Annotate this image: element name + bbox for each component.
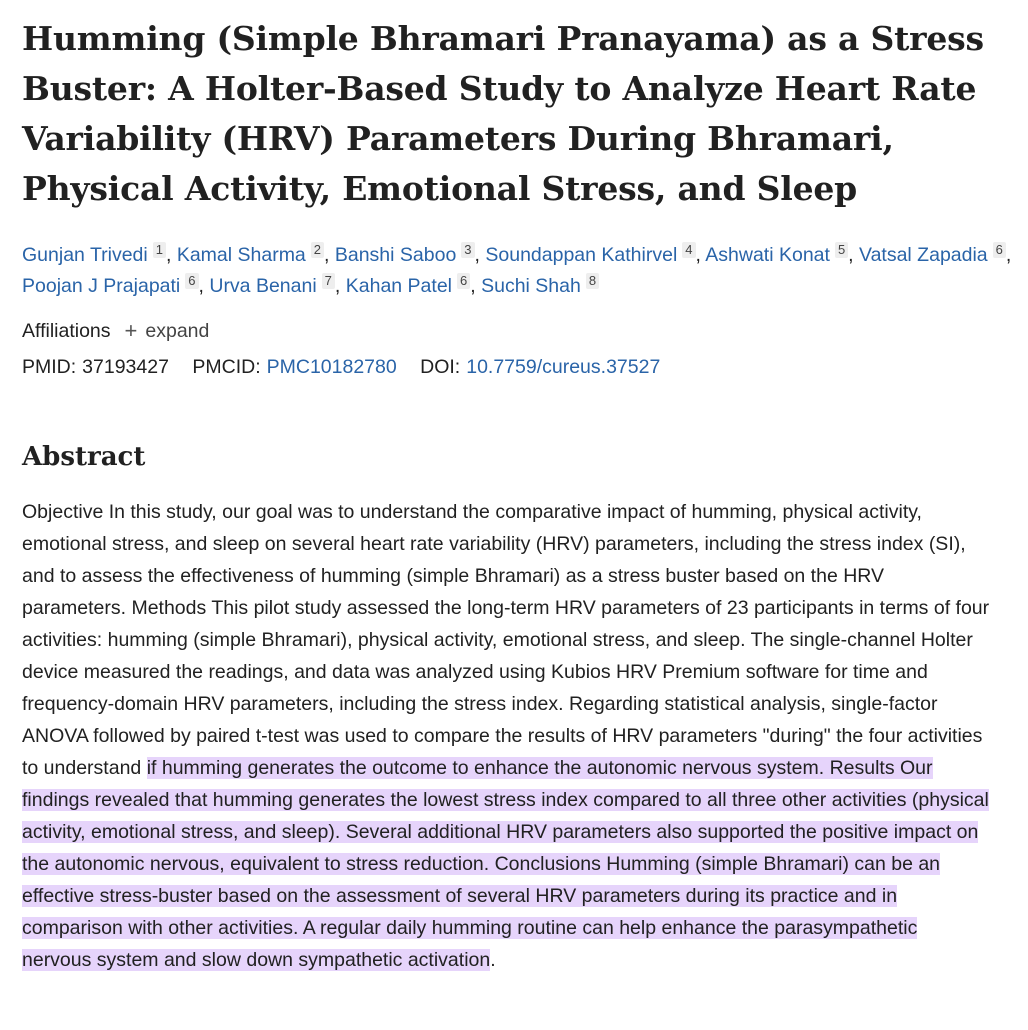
pmcid-label: PMCID: [192,356,261,378]
affiliation-ref[interactable]: 7 [322,273,335,289]
author-separator: , [324,244,330,266]
author-link[interactable]: Banshi Saboo [334,244,457,266]
affiliations-row [22,318,1012,344]
author-item [177,244,330,266]
abstract-text [22,496,992,976]
abstract-end-text: . [490,949,496,971]
author-separator: , [695,244,701,266]
expand-affiliations-button[interactable] [125,318,210,344]
pmcid-link[interactable]: PMC10182780 [266,356,397,378]
author-list [22,240,1012,302]
article-title: Humming (Simple Bhramari Pranayama) as a Stress Buster: A Holter-Based Study to Analyze Heart Rate Variability (HRV) Parameters During Bhramari, Physical Activity, Emotional Stress, and Sleep [22,19,984,208]
affiliation-ref[interactable]: 8 [586,273,599,289]
article-page [22,0,1012,996]
author-link[interactable]: Poojan J Prajapati [22,275,181,297]
author-link[interactable]: Ashwati Konat [705,244,830,266]
author-item [22,244,171,266]
author-separator: , [474,244,480,266]
author-separator: , [848,244,854,266]
affiliation-ref[interactable]: 2 [311,242,324,258]
affiliation-ref[interactable]: 6 [993,242,1006,258]
author-item [209,275,340,297]
affiliation-ref[interactable]: 4 [682,242,695,258]
author-separator: , [470,275,476,297]
author-link[interactable]: Gunjan Trivedi [22,244,148,266]
author-link[interactable]: Soundappan Kathirvel [485,244,678,266]
pmid-value: 37193427 [82,356,169,378]
author-separator: , [165,244,172,266]
author-separator: , [1005,244,1012,266]
affiliation-ref[interactable]: 6 [185,273,198,289]
author-separator: , [198,275,204,297]
affiliation-ref[interactable]: 3 [461,242,474,258]
author-item [335,244,480,266]
author-item [705,244,853,266]
author-link[interactable]: Kamal Sharma [176,244,306,266]
author-item [481,275,599,297]
identifiers-row [22,354,1012,380]
pmid-label: PMID: [22,356,77,378]
plus-icon: + [124,318,138,343]
author-item [485,244,701,266]
doi-link[interactable]: 10.7759/cureus.37527 [466,356,661,378]
affiliation-ref[interactable]: 1 [153,242,166,258]
affiliation-ref[interactable]: 6 [457,273,470,289]
author-item [22,275,204,297]
author-item [859,244,1011,266]
author-link[interactable]: Suchi Shah [481,275,581,297]
abstract-heading: Abstract [22,442,146,472]
author-link[interactable]: Vatsal Zapadia [859,244,988,266]
author-item [346,275,476,297]
affiliation-ref[interactable]: 5 [835,242,848,258]
abstract-plain-text: Objective In this study, our goal was to understand the comparative impact of humming, physical activity, emotional stress, and sleep on several heart rate variability (HRV) parameters, including the stress index (SI), and to assess the effectiveness of humming (simple Bhramari) as a stress buster based on the HRV parameters. Methods This pilot study assessed the long-term HRV parameters of 23 participants in terms of four activities: humming (simple Bhramari), physical activity, emotional stress, and sleep. The single-channel Holter device measured the readings, and data was analyzed using Kubios HRV Premium software for time and frequency-domain HRV parameters, including the stress index. Regarding statistical analysis, single-factor ANOVA followed by paired t-test was used to compare the results of HRV parameters "during" the four activities to understand [22,501,990,779]
doi-label: DOI: [420,356,461,378]
author-link[interactable]: Kahan Patel [345,275,453,297]
abstract-highlighted-text: if humming generates the outcome to enhance the autonomic nervous system. Results Our findings revealed that humming generates the lowest stress index compared to all three other activities (physical activity, emotional stress, and sleep). Several additional HRV parameters also supported the positive impact on the autonomic nervous, equivalent to stress reduction. Conclusions Humming (simple Bhramari) can be an effective stress-buster based on the assessment of several HRV parameters during its practice and in comparison with other activities. A regular daily humming routine can help enhance the parasympathetic nervous system and slow down sympathetic activation [22,757,989,971]
expand-label: expand [145,320,210,342]
author-separator: , [334,275,341,297]
affiliations-label: Affiliations [22,320,111,342]
author-link[interactable]: Urva Benani [209,275,317,297]
